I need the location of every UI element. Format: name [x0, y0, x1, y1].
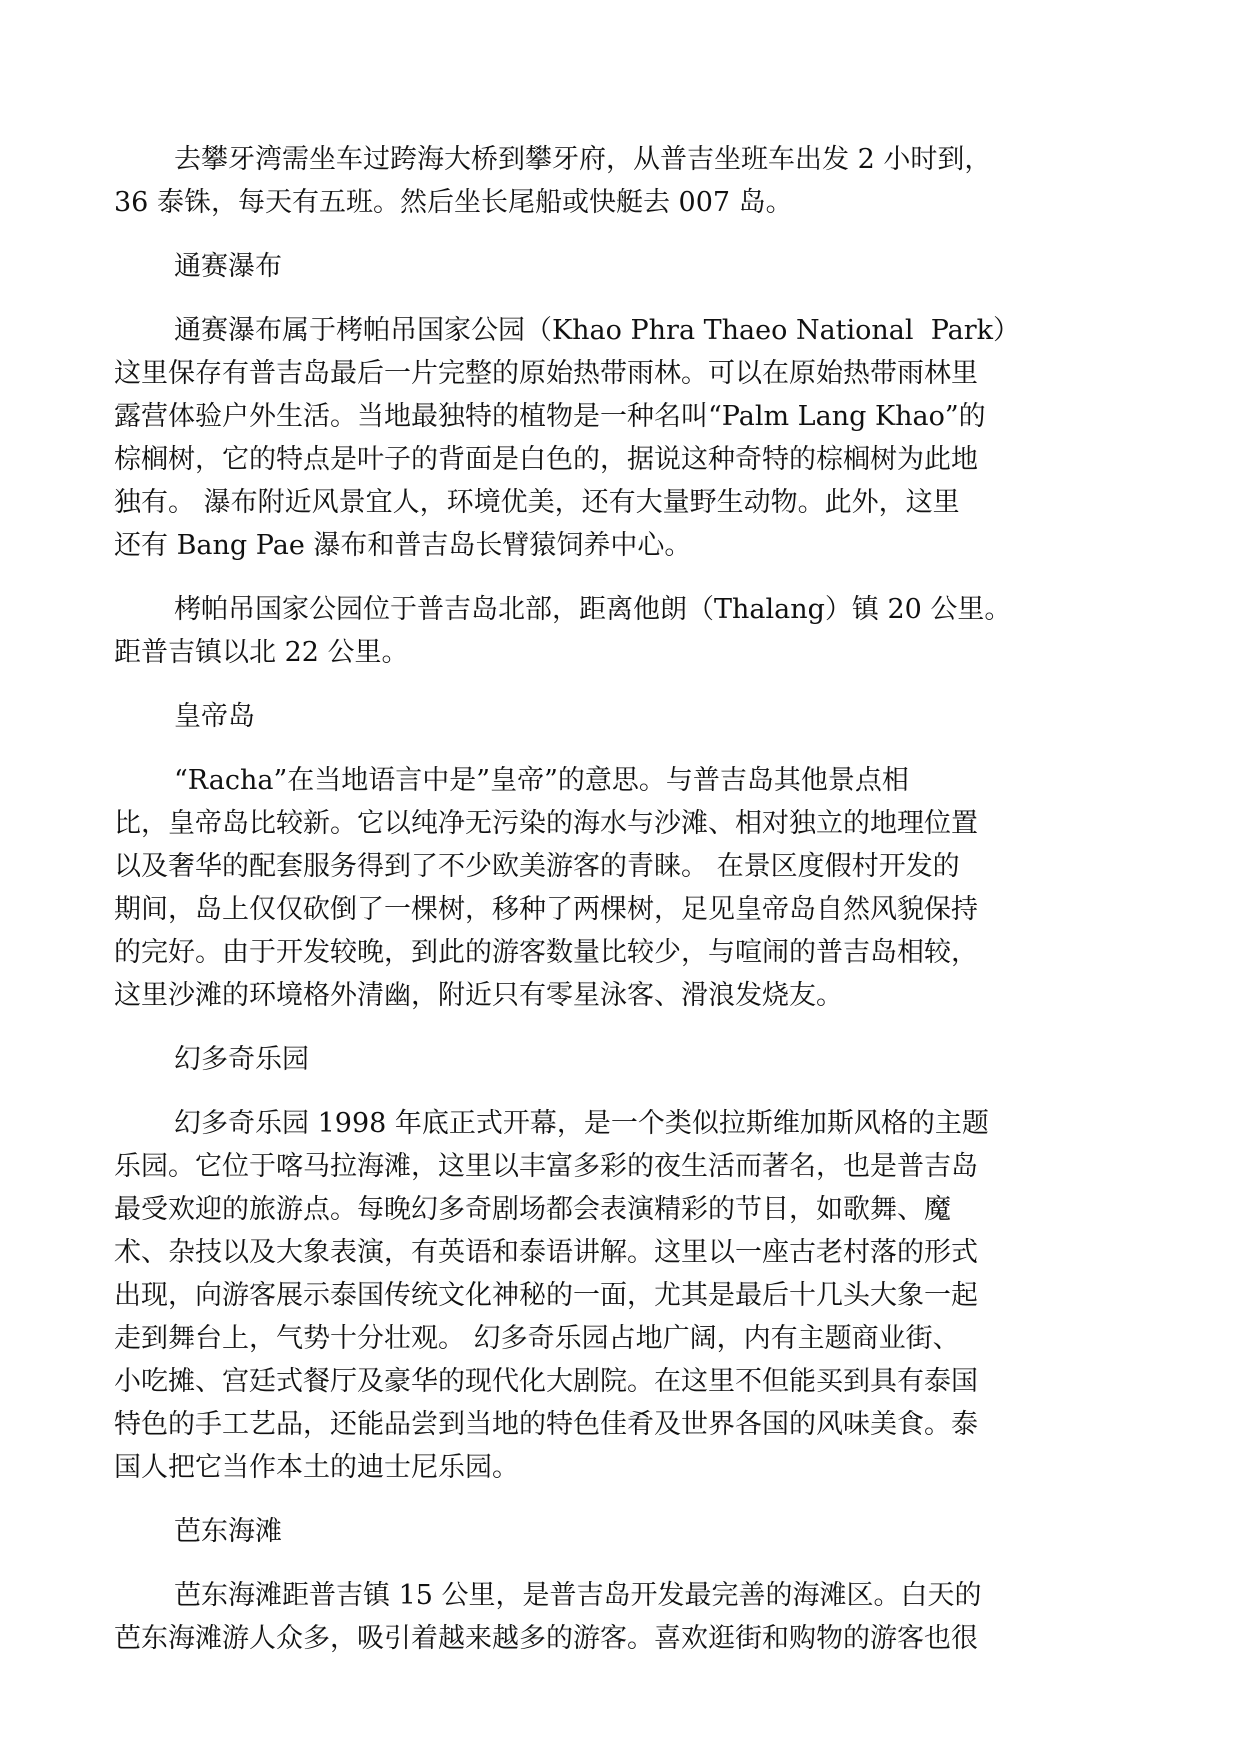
- paragraph-line: 36 泰铢，每天有五班。然后坐长尾船或快艇去 007 岛。: [114, 187, 793, 218]
- paragraph-gap: [114, 674, 1129, 695]
- paragraph-gap: [114, 1081, 1129, 1102]
- paragraph-line: 期间，岛上仅仅砍倒了一棵树，移种了两棵树，足见皇帝岛自然风貌保持: [114, 894, 978, 925]
- section-heading: 皇帝岛: [174, 701, 255, 732]
- paragraph-line: 术、杂技以及大象表演，有英语和泰语讲解。这里以一座古老村落的形式: [114, 1237, 978, 1268]
- paragraph-line: 独有。 瀑布附近风景宜人，环境优美，还有大量野生动物。此外，这里: [114, 487, 960, 518]
- body-paragraph: [114, 309, 1129, 567]
- paragraph-line: 幻多奇乐园 1998 年底正式开幕，是一个类似拉斯维加斯风格的主题: [174, 1108, 989, 1139]
- paragraph-line: 小吃摊、宫廷式餐厅及豪华的现代化大剧院。在这里不但能买到具有泰国: [114, 1366, 978, 1397]
- paragraph-line: 通赛瀑布属于栲帕吊国家公园（Khao Phra Thaeo National Park）: [174, 315, 1021, 346]
- paragraph-line: “Racha”在当地语言中是”皇帝”的意思。与普吉岛其他景点相: [174, 765, 909, 796]
- paragraph-line: 还有 Bang Pae 瀑布和普吉岛长臂猿饲养中心。: [114, 530, 692, 561]
- paragraph-line: 这里保存有普吉岛最后一片完整的原始热带雨林。可以在原始热带雨林里: [114, 358, 978, 389]
- paragraph-gap: [114, 1489, 1129, 1510]
- paragraph-line: 乐园。它位于喀马拉海滩，这里以丰富多彩的夜生活而著名，也是普吉岛: [114, 1151, 978, 1182]
- paragraph-line: 露营体验户外生活。当地最独特的植物是一种名叫“Palm Lang Khao”的: [114, 401, 986, 432]
- paragraph-line: 国人把它当作本土的迪士尼乐园。: [114, 1452, 519, 1483]
- body-paragraph: [114, 138, 1129, 224]
- paragraph-line: 去攀牙湾需坐车过跨海大桥到攀牙府，从普吉坐班车出发 2 小时到，: [174, 144, 992, 175]
- paragraph-line: 栲帕吊国家公园位于普吉岛北部，距离他朗（Thalang）镇 20 公里。: [174, 594, 1012, 625]
- paragraph-line: 以及奢华的配套服务得到了不少欧美游客的青睐。 在景区度假村开发的: [114, 851, 960, 882]
- section-heading: 芭东海滩: [174, 1516, 282, 1547]
- document-page: [114, 138, 1129, 1660]
- paragraph-line: 芭东海滩游人众多，吸引着越来越多的游客。喜欢逛街和购物的游客也很: [114, 1623, 978, 1654]
- paragraph-line: 的完好。由于开发较晚，到此的游客数量比较少，与喧闹的普吉岛相较，: [114, 937, 978, 968]
- paragraph-line: 芭东海滩距普吉镇 15 公里，是普吉岛开发最完善的海滩区。白天的: [174, 1580, 982, 1611]
- paragraph-line: 出现，向游客展示泰国传统文化神秘的一面，尤其是最后十几头大象一起: [114, 1280, 978, 1311]
- paragraph-line: 棕榈树，它的特点是叶子的背面是白色的，据说这种奇特的棕榈树为此地: [114, 444, 978, 475]
- body-paragraph: [114, 1574, 1129, 1660]
- paragraph-gap: [114, 224, 1129, 245]
- paragraph-line: 特色的手工艺品，还能品尝到当地的特色佳肴及世界各国的风味美食。泰: [114, 1409, 978, 1440]
- paragraph-line: 比，皇帝岛比较新。它以纯净无污染的海水与沙滩、相对独立的地理位置: [114, 808, 978, 839]
- section-heading: 通赛瀑布: [174, 251, 282, 282]
- paragraph-gap: [114, 567, 1129, 588]
- paragraph-line: 这里沙滩的环境格外清幽，附近只有零星泳客、滑浪发烧友。: [114, 980, 843, 1011]
- paragraph-line: 走到舞台上，气势十分壮观。 幻多奇乐园占地广阔，内有主题商业街、: [114, 1323, 960, 1354]
- paragraph-gap: [114, 738, 1129, 759]
- paragraph-gap: [114, 288, 1129, 309]
- body-paragraph: [114, 759, 1129, 1017]
- body-paragraph: [114, 588, 1129, 674]
- body-paragraph: [114, 1102, 1129, 1489]
- paragraph-line: 最受欢迎的旅游点。每晚幻多奇剧场都会表演精彩的节目，如歌舞、魔: [114, 1194, 951, 1225]
- paragraph-gap: [114, 1553, 1129, 1574]
- section-heading: 幻多奇乐园: [174, 1044, 309, 1075]
- paragraph-gap: [114, 1017, 1129, 1038]
- paragraph-line: 距普吉镇以北 22 公里。: [114, 637, 409, 668]
